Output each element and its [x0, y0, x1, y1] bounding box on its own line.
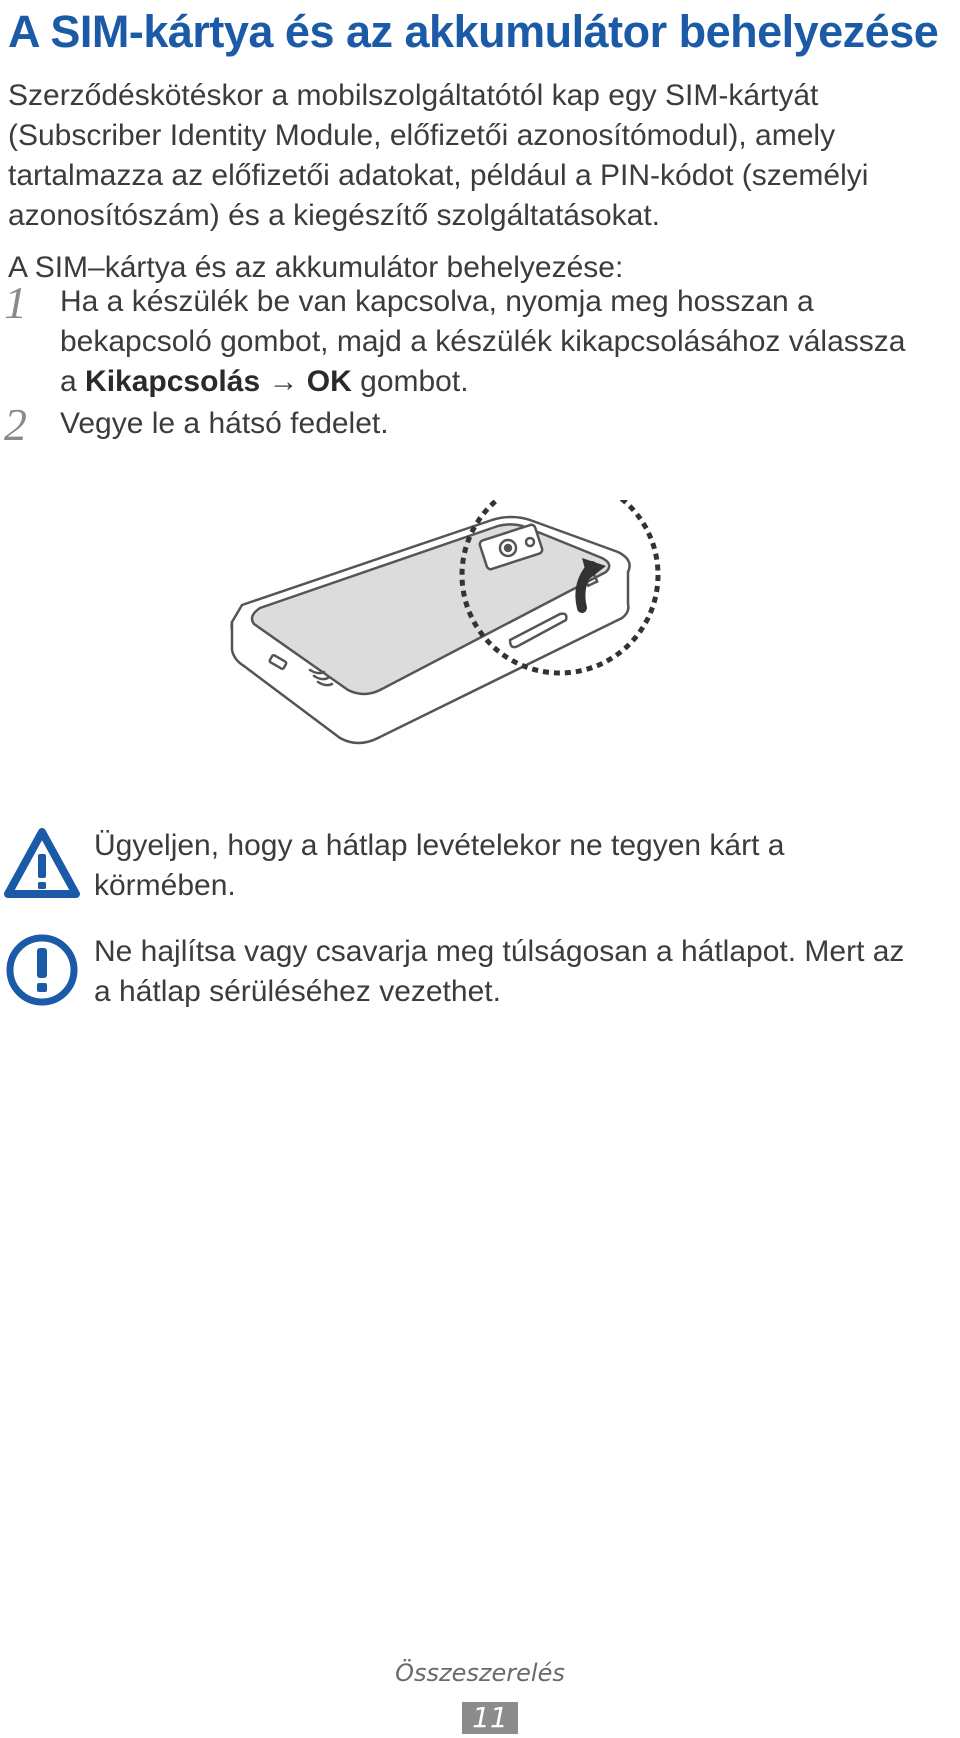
- caution-text: [94, 826, 960, 906]
- menu-option-shutdown: Kikapcsolás: [85, 365, 261, 398]
- exclamation-circle-icon: [4, 932, 80, 1008]
- step-text-suffix: gombot.: [351, 365, 469, 398]
- menu-option-ok: OK: [306, 365, 352, 398]
- intro-paragraph: [8, 76, 948, 236]
- step-text: [60, 282, 960, 402]
- warning-triangle-icon: [4, 826, 80, 902]
- procedure-heading: A SIM–kártya és az akkumulátor behelyezése:: [8, 251, 624, 284]
- step-number: 1: [4, 277, 27, 328]
- caution-line: Ne hajlítsa vagy csavarja meg túlságosan a hátlapot. Mert az: [94, 935, 905, 968]
- step-line: [60, 362, 960, 402]
- step-line: Vegye le a hátsó fedelet.: [60, 407, 389, 440]
- step-line: Ha a készülék be van kapcsolva, nyomja meg hosszan a: [60, 285, 814, 318]
- step-line: bekapcsoló gombot, majd a készülék kikapcsolásához válassza: [60, 325, 906, 358]
- caution-line: Ügyeljen, hogy a hátlap levételekor ne tegyen kárt a: [94, 829, 785, 862]
- footer-section-name: Összeszerelés: [395, 1659, 565, 1687]
- arrow-separator: →: [260, 365, 307, 398]
- intro-line: azonosítószám) és a kiegészítő szolgáltatásokat.: [8, 199, 661, 232]
- intro-line: Szerződéskötéskor a mobilszolgáltatótól kap egy SIM-kártyát: [8, 79, 819, 112]
- phone-back-cover-illustration: [230, 500, 750, 810]
- caution-line: a hátlap sérüléséhez vezethet.: [94, 975, 501, 1008]
- step-text-prefix: a: [60, 365, 86, 398]
- page-number: 11: [462, 1702, 518, 1734]
- caution-line: körmében.: [94, 869, 236, 902]
- step-number: 2: [4, 399, 27, 450]
- intro-line: (Subscriber Identity Module, előfizetői azonosítómodul), amely: [8, 119, 836, 152]
- intro-line: tartalmazza az előfizetői adatokat, például a PIN-kódot (személyi: [8, 159, 869, 192]
- caution-text: [94, 932, 960, 1012]
- page-title: A SIM-kártya és az akkumulátor behelyezése: [8, 6, 939, 57]
- step-text: [60, 404, 960, 444]
